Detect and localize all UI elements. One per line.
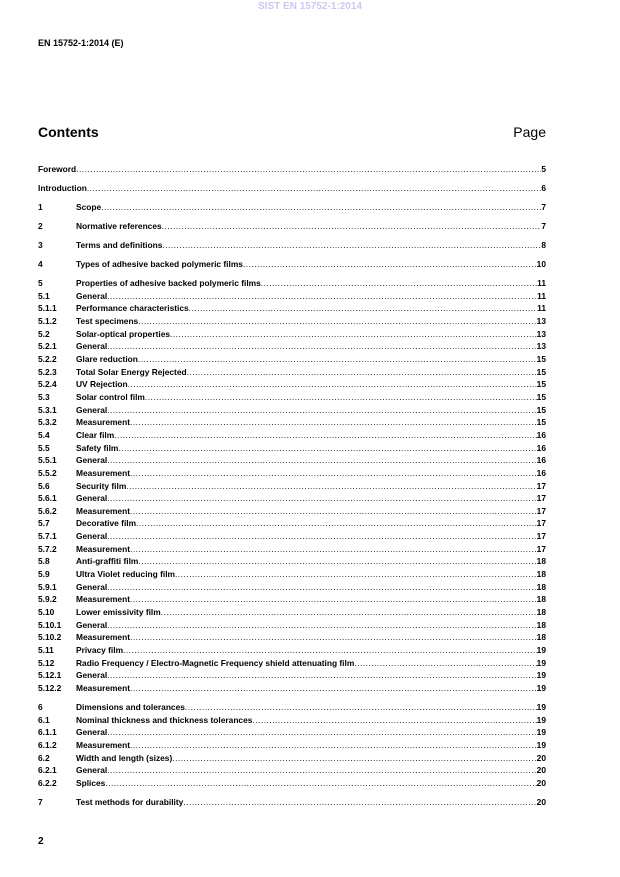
toc-entry[interactable] xyxy=(38,442,546,455)
toc-entry-number: 5.4 xyxy=(38,429,50,440)
toc-entry-page: 16 xyxy=(536,429,546,440)
toc-entry[interactable] xyxy=(38,796,546,809)
toc-entry-number: 1 xyxy=(38,202,43,213)
toc-entry-page: 19 xyxy=(536,683,546,694)
toc-dot-leader xyxy=(87,182,541,195)
toc-dot-leader xyxy=(189,302,537,315)
toc-entry-page: 13 xyxy=(536,315,546,326)
toc-dot-leader xyxy=(187,366,537,379)
toc-entry-title: Foreword xyxy=(38,164,77,175)
toc-dot-leader xyxy=(126,480,536,493)
toc-entry-title: General xyxy=(76,619,108,630)
toc-entry[interactable] xyxy=(38,505,546,518)
toc-entry-title: General xyxy=(76,531,108,542)
toc-dot-leader xyxy=(107,619,536,632)
toc-entry[interactable] xyxy=(38,739,546,752)
toc-entry[interactable] xyxy=(38,555,546,568)
toc-entry-title: Scope xyxy=(76,202,102,213)
toc-entry-number: 5.2.2 xyxy=(38,353,57,364)
toc-entry-title: Measurement xyxy=(76,683,130,694)
toc-dot-leader xyxy=(138,315,536,328)
toc-dot-leader xyxy=(107,290,537,303)
toc-entry-number: 6.2.2 xyxy=(38,777,57,788)
toc-entry-page: 19 xyxy=(536,727,546,738)
toc-entry-number: 5.2.3 xyxy=(38,366,57,377)
toc-entry-title: Performance characteristics xyxy=(76,303,189,314)
toc-entry[interactable] xyxy=(38,340,546,353)
toc-dot-leader xyxy=(107,454,536,467)
toc-entry-title: Solar control film xyxy=(76,391,145,402)
toc-entry-number: 5.6.1 xyxy=(38,493,57,504)
toc-entry[interactable] xyxy=(38,606,546,619)
toc-entry-title: Glare reduction xyxy=(76,353,138,364)
toc-entry-page: 15 xyxy=(536,404,546,415)
toc-entry[interactable] xyxy=(38,328,546,341)
toc-entry-page: 11 xyxy=(537,278,546,289)
toc-entry-page: 18 xyxy=(536,556,546,567)
toc-entry-title: Security film xyxy=(76,480,127,491)
toc-entry-title: General xyxy=(76,765,108,776)
toc-entry-title: General xyxy=(76,727,108,738)
toc-entry-number: 3 xyxy=(38,240,43,251)
toc-dot-leader xyxy=(123,644,537,657)
toc-entry-page: 20 xyxy=(536,796,546,807)
toc-entry-title: Measurement xyxy=(76,467,130,478)
toc-entry[interactable] xyxy=(38,619,546,632)
toc-entry-page: 18 xyxy=(536,581,546,592)
toc-dot-leader xyxy=(145,391,537,404)
toc-dot-leader xyxy=(130,467,537,480)
toc-entry-number: 5.6.2 xyxy=(38,505,57,516)
toc-entry[interactable] xyxy=(38,669,546,682)
toc-entry-number: 5.3.2 xyxy=(38,417,57,428)
toc-entry-title: Anti-graffiti film xyxy=(76,556,139,567)
toc-entry-title: Ultra Violet reducing film xyxy=(76,569,175,580)
toc-entry[interactable] xyxy=(38,290,546,303)
toc-entry-page: 16 xyxy=(536,442,546,453)
toc-entry[interactable] xyxy=(38,378,546,391)
toc-entry-title: Introduction xyxy=(38,183,87,194)
toc-dot-leader xyxy=(138,353,537,366)
toc-entry-page: 15 xyxy=(536,391,546,402)
watermark: SIST EN 15752-1:2014 xyxy=(258,1,362,12)
toc-entry-number: 5.7.2 xyxy=(38,543,57,554)
toc-entry-title: Safety film xyxy=(76,442,119,453)
toc-entry-page: 15 xyxy=(536,366,546,377)
page-column-label: Page xyxy=(513,124,546,140)
toc-entry[interactable] xyxy=(38,277,546,290)
toc-entry-number: 5.2.1 xyxy=(38,341,57,352)
toc-entry-page: 19 xyxy=(536,657,546,668)
toc-entry-title: General xyxy=(76,581,108,592)
toc-entry-number: 5.10.2 xyxy=(38,632,62,643)
toc-entry[interactable] xyxy=(38,726,546,739)
toc-entry-number: 5.10.1 xyxy=(38,619,62,630)
toc-entry-page: 20 xyxy=(536,777,546,788)
toc-dot-leader xyxy=(107,669,536,682)
toc-entry[interactable] xyxy=(38,201,546,214)
toc-entry[interactable] xyxy=(38,315,546,328)
toc-dot-leader xyxy=(107,492,536,505)
toc-entry[interactable] xyxy=(38,764,546,777)
toc-entry-number: 5.9 xyxy=(38,569,50,580)
toc-dot-leader xyxy=(130,593,537,606)
toc-entry-number: 5.5.1 xyxy=(38,455,57,466)
toc-entry[interactable] xyxy=(38,682,546,695)
toc-entry[interactable] xyxy=(38,258,546,271)
toc-dot-leader xyxy=(130,505,537,518)
toc-entry-number: 4 xyxy=(38,259,43,270)
toc-entry-number: 5.12.2 xyxy=(38,683,62,694)
toc-entry-title: Normative references xyxy=(76,221,162,232)
toc-entry[interactable] xyxy=(38,657,546,670)
toc-dot-leader xyxy=(130,543,537,556)
toc-dot-leader xyxy=(162,220,542,233)
toc-entry[interactable] xyxy=(38,163,546,176)
toc-dot-leader xyxy=(107,340,536,353)
toc-dot-leader xyxy=(130,416,537,429)
toc-dot-leader xyxy=(76,163,541,176)
toc-entry-number: 7 xyxy=(38,796,43,807)
toc-entry-page: 6 xyxy=(541,183,546,194)
toc-entry-number: 5.1 xyxy=(38,290,50,301)
toc-dot-leader xyxy=(185,701,537,714)
toc-entry-number: 6.1.1 xyxy=(38,727,57,738)
toc-dot-leader xyxy=(107,530,536,543)
toc-entry-title: Test methods for durability xyxy=(76,796,184,807)
toc-entry-number: 5.8 xyxy=(38,556,50,567)
toc-entry-title: Width and length (sizes) xyxy=(76,752,173,763)
toc-entry-number: 5.11 xyxy=(38,645,54,656)
toc-dot-leader xyxy=(183,796,536,809)
toc-entry-title: General xyxy=(76,341,108,352)
toc-entry-page: 7 xyxy=(541,221,546,232)
toc-dot-leader xyxy=(172,752,536,765)
toc-entry-page: 13 xyxy=(536,328,546,339)
toc-entry[interactable] xyxy=(38,714,546,727)
toc-dot-leader xyxy=(252,714,536,727)
toc-entry-title: Total Solar Energy Rejected xyxy=(76,366,187,377)
toc-entry-title: Properties of adhesive backed polymeric films xyxy=(76,278,261,289)
document-header: EN 15752-1:2014 (E) xyxy=(38,38,124,48)
toc-entry-title: Dimensions and tolerances xyxy=(76,701,185,712)
toc-entry-page: 20 xyxy=(536,765,546,776)
toc-dot-leader xyxy=(138,555,536,568)
toc-entry-title: General xyxy=(76,493,108,504)
toc-entry-title: Measurement xyxy=(76,632,130,643)
toc-entry-title: Measurement xyxy=(76,739,130,750)
toc-dot-leader xyxy=(118,442,536,455)
toc-entry-page: 18 xyxy=(536,594,546,605)
toc-dot-leader xyxy=(261,277,537,290)
toc-entry-page: 17 xyxy=(536,505,546,516)
toc-entry-number: 5.9.1 xyxy=(38,581,57,592)
toc-entry-title: General xyxy=(76,670,108,681)
toc-entry[interactable] xyxy=(38,644,546,657)
toc-entry[interactable] xyxy=(38,701,546,714)
toc-entry-number: 5.12.1 xyxy=(38,670,62,681)
toc-entry[interactable] xyxy=(38,467,546,480)
toc-entry-number: 5.3 xyxy=(38,391,50,402)
toc-entry[interactable] xyxy=(38,530,546,543)
toc-entry-page: 18 xyxy=(536,619,546,630)
toc-entry-page: 19 xyxy=(536,645,546,656)
toc-entry-number: 6.2.1 xyxy=(38,765,57,776)
toc-entry-page: 17 xyxy=(536,493,546,504)
toc-entry-title: General xyxy=(76,455,108,466)
toc-entry[interactable] xyxy=(38,543,546,556)
toc-entry[interactable] xyxy=(38,429,546,442)
toc-entry-title: Measurement xyxy=(76,417,130,428)
contents-heading: Contents xyxy=(38,124,99,140)
toc-entry-page: 5 xyxy=(541,164,546,175)
toc-dot-leader xyxy=(130,631,537,644)
toc-entry-number: 6 xyxy=(38,701,43,712)
toc-entry-page: 19 xyxy=(536,714,546,725)
toc-dot-leader xyxy=(105,777,536,790)
toc-entry-page: 10 xyxy=(536,259,546,270)
toc-entry-number: 6.1.2 xyxy=(38,739,57,750)
toc-dot-leader xyxy=(170,328,537,341)
toc-entry-title: General xyxy=(76,404,108,415)
toc-entry-page: 17 xyxy=(536,480,546,491)
toc-entry-number: 5.2.4 xyxy=(38,379,57,390)
toc-entry[interactable] xyxy=(38,239,546,252)
toc-entry-page: 17 xyxy=(536,531,546,542)
toc-entry[interactable] xyxy=(38,220,546,233)
toc-entry-page: 8 xyxy=(541,240,546,251)
toc-entry-number: 6.2 xyxy=(38,752,50,763)
toc-entry-page: 19 xyxy=(536,701,546,712)
toc-dot-leader xyxy=(101,201,541,214)
toc-entry-page: 15 xyxy=(536,353,546,364)
toc-dot-leader xyxy=(107,764,536,777)
toc-entry[interactable] xyxy=(38,366,546,379)
toc-entry-page: 20 xyxy=(536,752,546,763)
toc-entry-page: 17 xyxy=(536,518,546,529)
page-number: 2 xyxy=(38,836,44,847)
toc-entry[interactable] xyxy=(38,480,546,493)
toc-entry[interactable] xyxy=(38,568,546,581)
toc-entry-page: 7 xyxy=(541,202,546,213)
toc-entry-number: 5.1.1 xyxy=(38,303,57,314)
toc-entry[interactable] xyxy=(38,752,546,765)
toc-entry-number: 5.12 xyxy=(38,657,55,668)
toc-dot-leader xyxy=(162,239,541,252)
toc-entry[interactable] xyxy=(38,404,546,417)
toc-entry-number: 5.6 xyxy=(38,480,50,491)
toc-entry[interactable] xyxy=(38,492,546,505)
toc-entry[interactable] xyxy=(38,454,546,467)
toc-entry-title: Lower emissivity film xyxy=(76,607,161,618)
toc-entry-number: 2 xyxy=(38,221,43,232)
toc-entry[interactable] xyxy=(38,353,546,366)
toc-dot-leader xyxy=(128,378,537,391)
toc-entry[interactable] xyxy=(38,182,546,195)
toc-entry-title: General xyxy=(76,290,108,301)
toc-dot-leader xyxy=(130,739,537,752)
toc-dot-leader xyxy=(107,581,536,594)
toc-entry[interactable] xyxy=(38,777,546,790)
toc-entry-title: Clear film xyxy=(76,429,115,440)
toc-dot-leader xyxy=(114,429,537,442)
toc-entry-page: 15 xyxy=(536,417,546,428)
toc-dot-leader xyxy=(136,517,537,530)
toc-dot-leader xyxy=(107,404,536,417)
toc-entry-number: 5.10 xyxy=(38,607,55,618)
toc-entry-number: 5.3.1 xyxy=(38,404,57,415)
toc-entry-title: Solar-optical properties xyxy=(76,328,171,339)
toc-entry-page: 11 xyxy=(537,290,546,301)
toc-entry-title: Terms and definitions xyxy=(76,240,163,251)
toc-entry[interactable] xyxy=(38,391,546,404)
toc-entry-page: 16 xyxy=(536,455,546,466)
table-of-contents xyxy=(38,157,546,809)
toc-entry-number: 5.5 xyxy=(38,442,50,453)
toc-dot-leader xyxy=(175,568,537,581)
toc-entry-title: UV Rejection xyxy=(76,379,128,390)
toc-entry-title: Types of adhesive backed polymeric films xyxy=(76,259,243,270)
toc-entry[interactable] xyxy=(38,631,546,644)
toc-entry-title: Test specimens xyxy=(76,315,139,326)
toc-entry-number: 5.5.2 xyxy=(38,467,57,478)
toc-entry[interactable] xyxy=(38,517,546,530)
toc-entry-number: 5.9.2 xyxy=(38,594,57,605)
toc-dot-leader xyxy=(130,682,537,695)
toc-entry-number: 5.2 xyxy=(38,328,50,339)
toc-entry-title: Nominal thickness and thickness tolerances xyxy=(76,714,253,725)
toc-entry-number: 6.1 xyxy=(38,714,50,725)
toc-entry-title: Decorative film xyxy=(76,518,137,529)
toc-entry-title: Measurement xyxy=(76,543,130,554)
toc-entry-page: 18 xyxy=(536,632,546,643)
toc-entry-page: 16 xyxy=(536,467,546,478)
toc-entry-page: 15 xyxy=(536,379,546,390)
toc-entry-page: 11 xyxy=(537,303,546,314)
toc-entry[interactable] xyxy=(38,416,546,429)
toc-entry-page: 19 xyxy=(536,670,546,681)
toc-entry-page: 13 xyxy=(536,341,546,352)
toc-dot-leader xyxy=(107,726,536,739)
toc-dot-leader xyxy=(354,657,536,670)
toc-entry[interactable] xyxy=(38,581,546,594)
toc-dot-leader xyxy=(243,258,537,271)
toc-entry-number: 5.7 xyxy=(38,518,50,529)
toc-entry-page: 17 xyxy=(536,543,546,554)
toc-entry-number: 5 xyxy=(38,278,43,289)
toc-entry-title: Splices xyxy=(76,777,106,788)
toc-entry[interactable] xyxy=(38,593,546,606)
toc-entry[interactable] xyxy=(38,302,546,315)
toc-entry-title: Measurement xyxy=(76,505,130,516)
toc-entry-number: 5.1.2 xyxy=(38,315,57,326)
toc-entry-title: Radio Frequency / Electro-Magnetic Frequency shield attenuating film xyxy=(76,657,355,668)
toc-entry-title: Measurement xyxy=(76,594,130,605)
toc-dot-leader xyxy=(161,606,537,619)
toc-entry-page: 18 xyxy=(536,569,546,580)
toc-entry-page: 19 xyxy=(536,739,546,750)
toc-entry-number: 5.7.1 xyxy=(38,531,57,542)
toc-entry-page: 18 xyxy=(536,607,546,618)
toc-entry-title: Privacy film xyxy=(76,645,124,656)
